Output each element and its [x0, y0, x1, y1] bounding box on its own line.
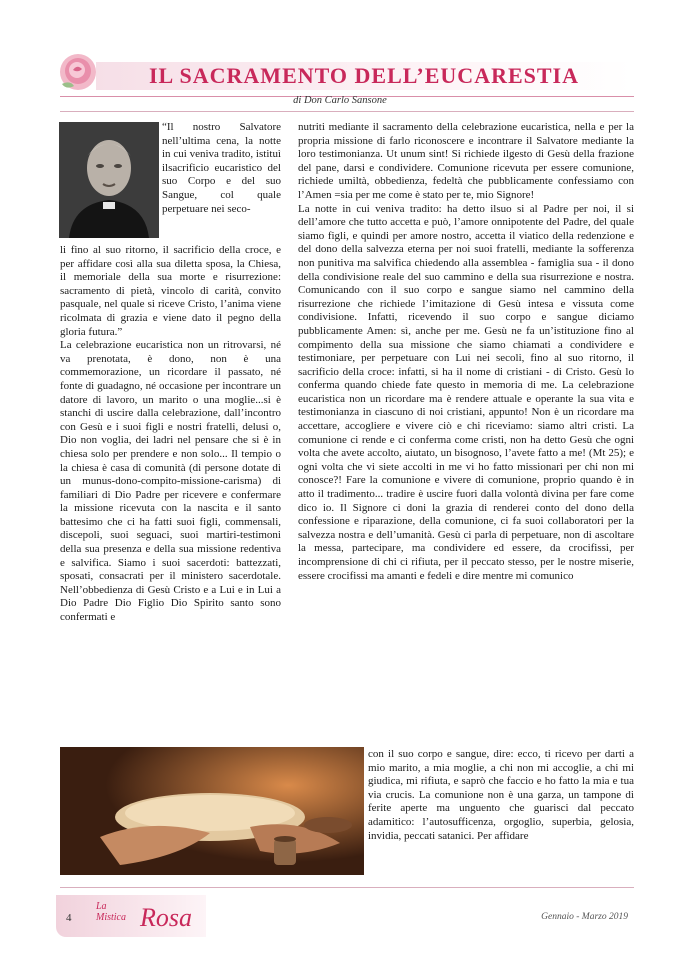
paragraph: La celebrazione eucaristica non un ritrovarsi, né va prenotata, è dono, non è una commemorazione, un ricordare il passato, né fonte di guadagno, né occasione per incontrare un datore di lavoro, un marito o una moglie...si è stanchi di uscire dalla celebrazione, dall’incontro con Gesù e i suoi figli e nostri fratelli, delusi o, Dio non voglia, dei ladri nel pensare che si è in chiesa solo per prendere e non solo... Il tempio o la chiesa è casa di comunità (di persone dotate di un munus-dono-compito-missione-carisma) di familiari di Dio Padre per ricevere e confermare la missione ricevuta con la nascita e il santo battesimo che ci ha fatti suoi figli, commensali, discepoli, suoi seguaci, suoi martiri-testimoni della sua presenza e della sua missione redentiva e salvifica. Siamo i suoi sacerdoti: battezzati, sposati, consacrati per il ministero sacerdotale. Nell’obbedienza di Gesù Cristo e a Lui e in Lui a Dio Padre Dio Figlio Dio Spirito santo sono confermati e: [60, 339, 281, 624]
paragraph: nutriti mediante il sacramento della celebrazione eucaristica, nella e per la propria missione di farlo riconoscere e incontrare il Salvatore mediante la loro testimonianza. Ut unum sint! Si richiede ilgesto di Gesù della frazione del pane, darsi e condividere. Comunione ricevuta per essere comunione, richiede umiltà, obbedienza, fedeltà che pubblicamente confessiamo con l’Amen =sia per me come è stato per te, mio Signore!: [298, 121, 634, 201]
article-column-2: [298, 121, 634, 747]
page-number: 4: [66, 912, 72, 924]
brand-word-mistica: Mistica: [96, 912, 126, 923]
author-portrait: [59, 122, 159, 238]
rose-icon: [56, 50, 100, 94]
paragraph: “Il nostro Salvatore nell’ultima cena, la notte in cui veniva tradito, istituì ilsacrificio eucaristico del suo Corpo e del suo Sangue, col quale perpetuare nei seco-: [162, 121, 281, 215]
bread-photo: [60, 747, 364, 875]
brand-word-la: La: [96, 901, 107, 912]
brand-logo: Rosa: [140, 903, 192, 932]
paragraph: li fino al suo ritorno, il sacrificio della croce, e per affidare così alla sua diletta sposa, la Chiesa, il memoriale della sua morte e risurrezione: sacramento di pietà, vincolo di carità, convito pasquale, nel quale si riceve Cristo, l’anima viene ricolmata di grazia e viene dato il pegno della gloria futura.”: [60, 244, 281, 338]
paragraph: con il suo corpo e sangue, dire: ecco, ti ricevo per darti a mio marito, a mia moglie, a chi non mi accoglie, a chi mi giudica, mi rifiuta, e saprò che faccio e ho fatto la mia e tua via crucis. La comunione non è una garza, un tampone di ferite aperte ma unguento che guarisci dal peccato adamitico: l’autosufficenza, orgoglio, superbia, gelosia, invidia, peccati satanici. Per affidare: [368, 748, 634, 842]
paragraph: La notte in cui veniva tradito: ha detto ilsuo si al Padre per noi, il si dell’amore che tutto accetta e può, l’amore onnipotente del Padre, del quale siamo figli, e quindi per amore nostro, accetta il viatico della redenzione e del dono della salvezza eterna per noi suoi fratelli, mediante la sofferenza non punitiva ma salvifica chiedendo alla assemblea - famiglia sua - il dono della condivisione reale del suo cammino e della sua risurrezione e nostra. Comunicando con il suo corpo e sangue siamo nel cammino della risurrezione che richiede l’imitazione di Gesù intesa e vissuta come condivisione. Infatti, ricevendo il suo corpo e sangue diciamo pubblicamente Amen: sì, anche per me. Gesù ne fa un’istituzione fino al compimento della sua missione che siamo chiamati a condividere e testimoniare, per perpetuare con Lui nei secoli, fino al suo ritorno, il sacrificio della croce: infatti, si ha il nome di cristiani - di Cristo. Gesù lo conferma quando chiede fate questo in memoria di me. La celebrazione eucaristica non un ricordare ma è rendere attuale e operante la sua vita e testimonianza in ciascuno di noi cristiani, appunto! Non è un ricordare ma accettare, accogliere e vivere ciò e chi riceviamo: siamo altri cristi. La comunione ci rende e ci conferma come cristi, non ha detto Gesù che ogni volta che avete accolto, aiutato, un bisognoso, l’avete fatto a me! (Mt 25); e ogni volta che vi siete accolti in me vi ho fatto missionari per chi non mi conosce?! Fare la comunione e vivere di comunione, proprio quando è in atto il tradimento... tradire è uscire fuori dalla volontà divina per fare come dico io. Il Signore ci doni la grazia di renderei conto del dono della confessione e riparazione, della comunione, ci fa suoi collaboratori per la salvezza nostra e dell’umanità. Gesù ci parla di perpetuare, non di ascoltare la messa, partecipare, ma condividere ed essere, da crocifissi, per incomprensione di chi ci rifiuta, per il peccato stesso, per le nostre miserie, essere crocifissi ma amanti e fedeli e dire mentre mi comunico: [298, 202, 634, 582]
footer-divider: [60, 887, 634, 888]
header-divider: [60, 111, 634, 112]
brand-logo-small-text: [96, 901, 126, 923]
issue-date: Gennaio - Marzo 2019: [541, 912, 628, 922]
article-column-1: [60, 244, 281, 746]
article-title: IL SACRAMENTO DELL’EUCARESTIA: [149, 63, 579, 88]
article-column-2-bottom: [368, 748, 634, 872]
article-byline: di Don Carlo Sansone: [293, 95, 387, 106]
